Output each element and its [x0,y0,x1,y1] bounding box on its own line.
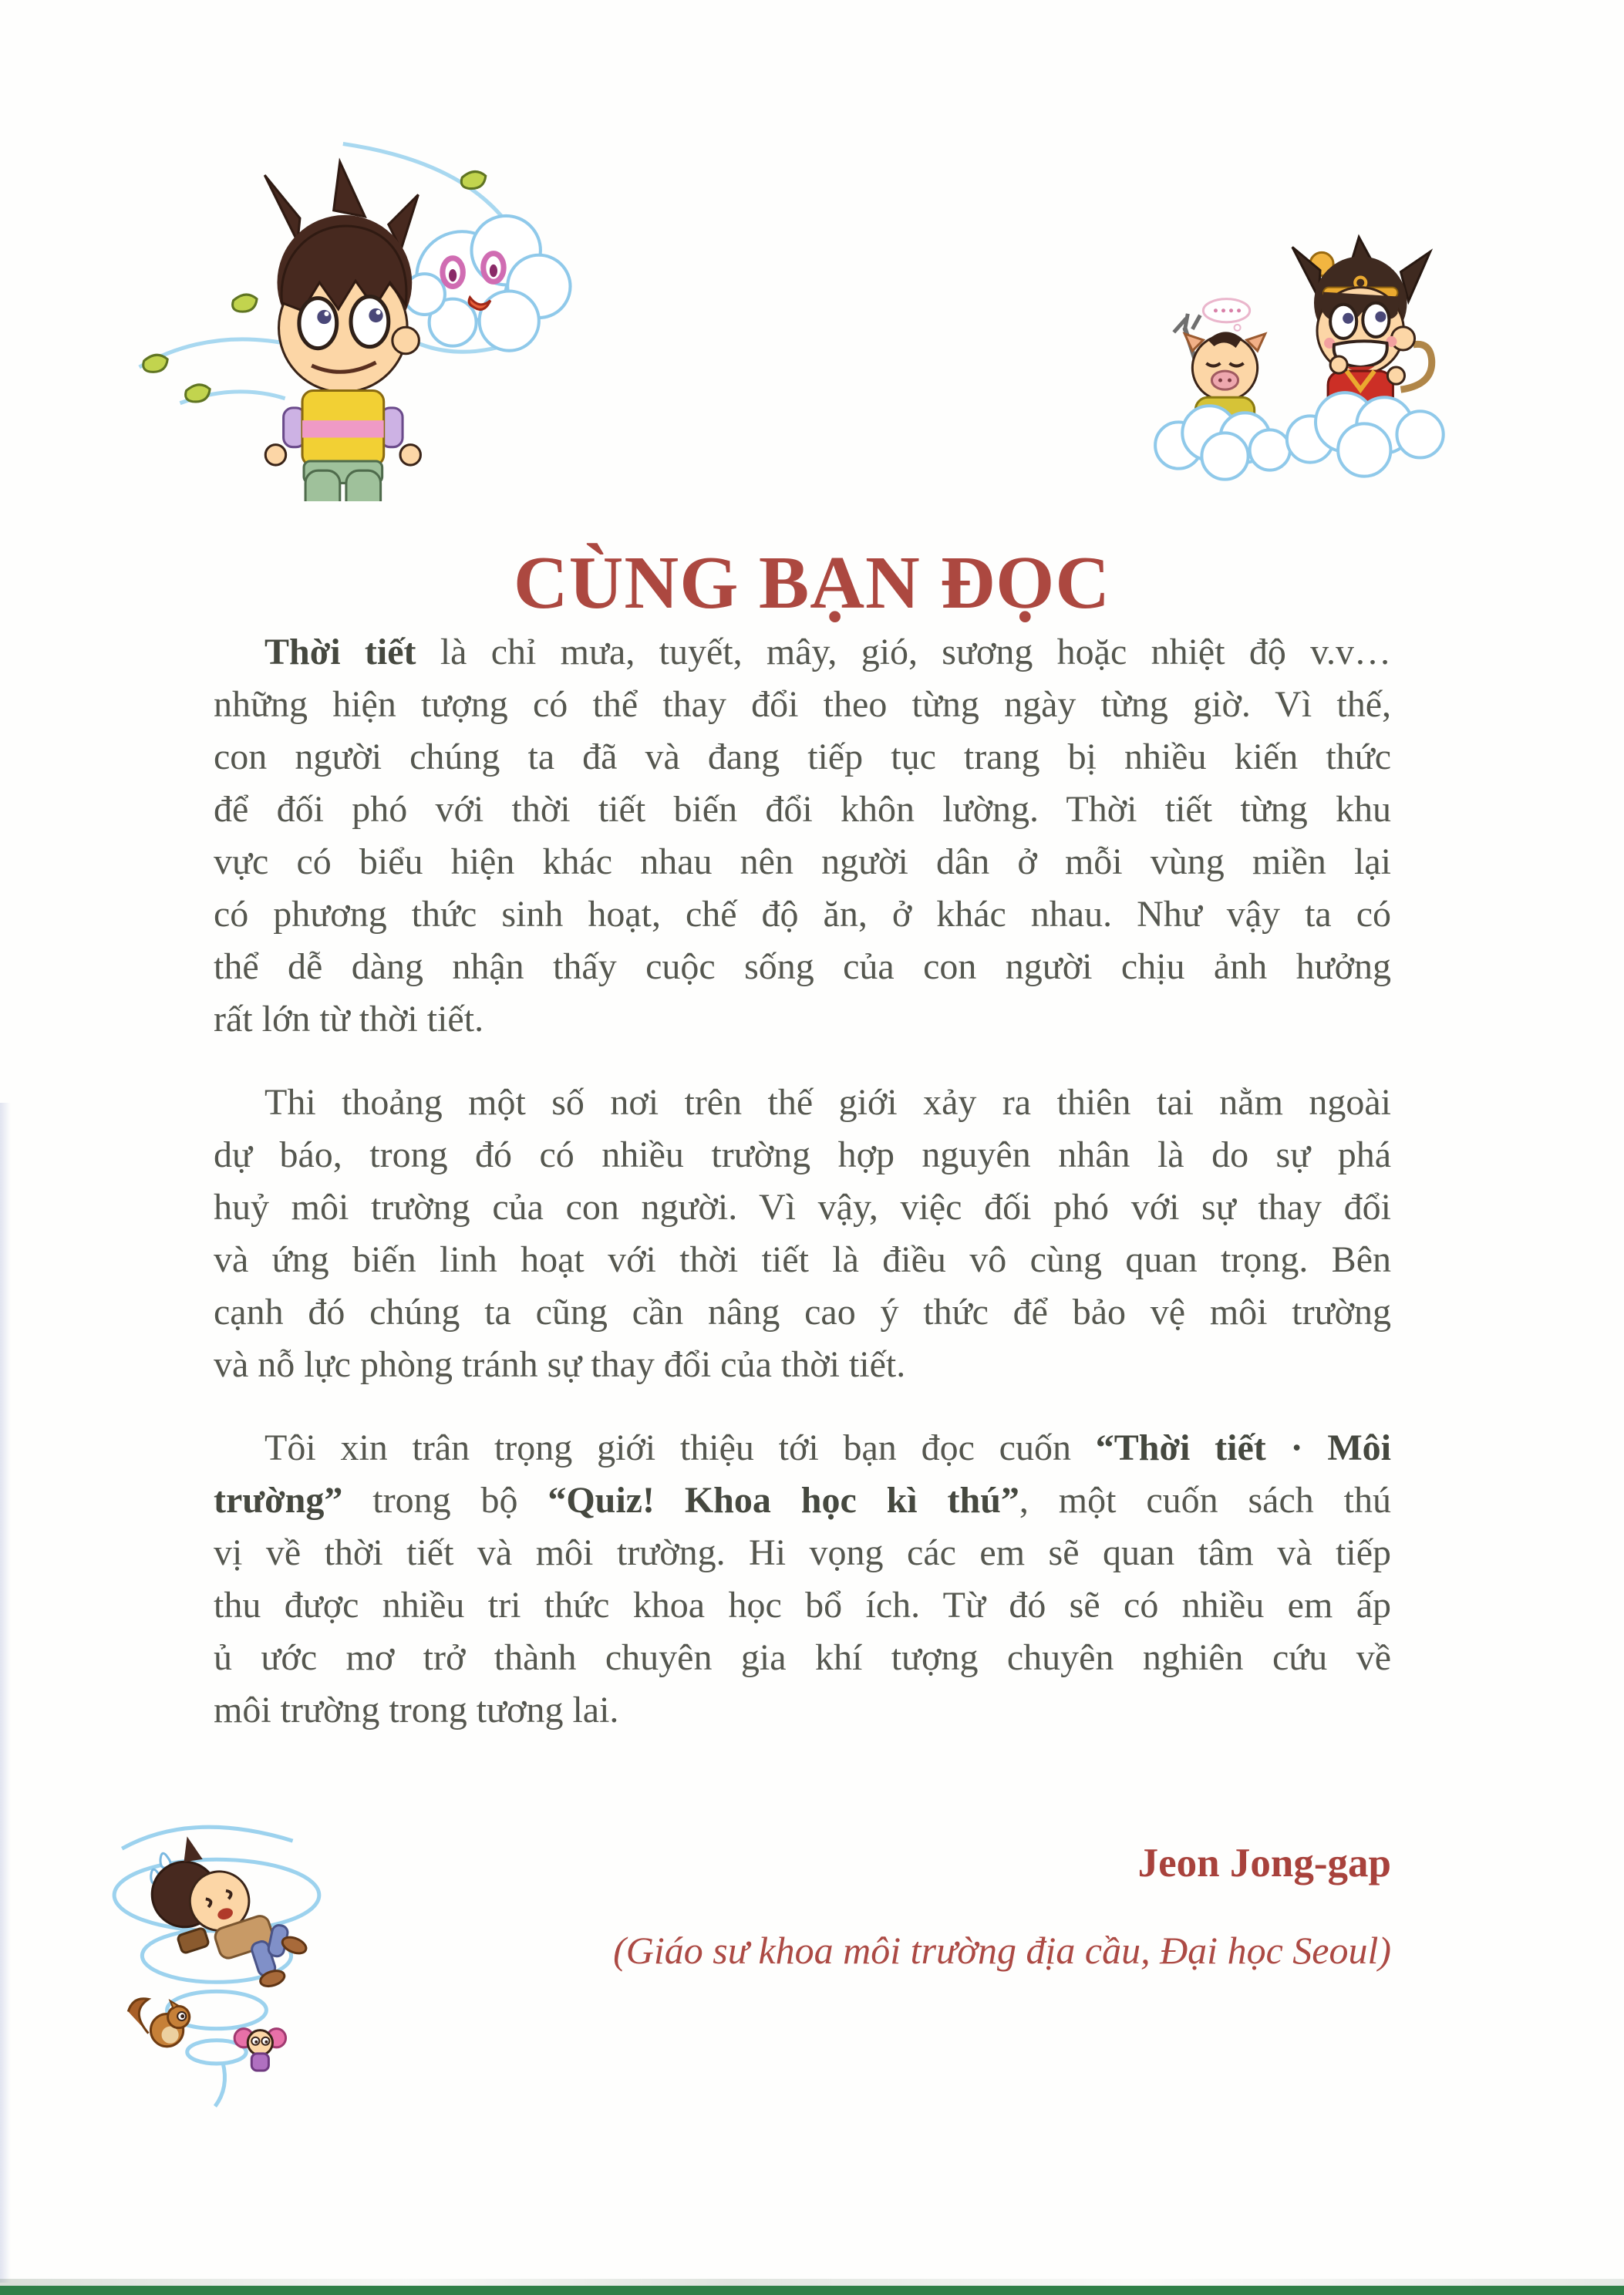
text-line: Tôi xin trân trọng giới thiệu tới bạn đọc cuốn “Thời tiết · Môi [264,1427,1391,1468]
doll-dress [251,2054,268,2071]
wind-boy-illustration-svg [108,131,594,501]
text-line: ủ ước mơ trở thành chuyên gia khí tượng chuyên nghiên cứu về [214,1637,1391,1678]
paragraph-3 [214,1422,1391,1737]
doll-character [234,2029,285,2071]
next-page-green-edge [0,2286,1624,2295]
text-line: rất lớn từ thời tiết. [214,999,484,1040]
wind-boy-character [264,162,420,501]
squirrel-character [128,1999,190,2047]
body-text [214,626,1391,1768]
text-line: có phương thức sinh hoạt, chế độ ăn, ở khác nhau. Như vậy ta có [214,894,1391,935]
text-line: để đối phó với thời tiết biến đổi khôn lường. Thời tiết từng khu [214,789,1391,830]
monkey-hand [1330,356,1347,373]
text-line: môi trường trong tương lai. [214,1690,619,1731]
scan-footer-fade [0,2279,1624,2286]
monkey-hand [1387,367,1404,384]
scan-edge-shadow [0,1103,11,2283]
whirlwind-boy-illustration-svg [99,1786,339,2113]
text-line: trường” trong bộ “Quiz! Khoa học kì thú”, một cuốn sách thú [214,1480,1391,1521]
squirrel-belly [162,2027,179,2044]
text-line: những hiện tượng có thể thay đổi theo từng ngày từng giờ. Vì thế, [214,684,1391,725]
boy-shoe [280,1934,308,1956]
author-name: Jeon Jong-gap [1137,1841,1391,1886]
boy-pants [304,461,382,501]
text-line: cạnh đó chúng ta cũng cần nâng cao ý thức để bảo vệ môi trường [214,1292,1391,1333]
text-line: thu được nhiều tri thức khoa học bổ ích. Từ đó sẽ có nhiều em ấp [214,1585,1391,1626]
text-line: và ứng biến linh hoạt với thời tiết là điều vô cùng quan trọng. Bên [214,1239,1391,1280]
boy-body [265,391,420,501]
wind-boy-illustration [108,131,594,501]
text-line: thể dễ dàng nhận thấy cuộc sống của con người chịu ảnh hưởng [214,946,1391,987]
tornado-swirl [114,1827,319,2106]
text-line: huỷ môi trường của con người. Vì vậy, việc đối phó với sự thay đổi [214,1187,1391,1228]
cloud [1287,393,1444,476]
paragraph-2 [214,1077,1391,1391]
boy-ear [393,327,419,354]
text-line: con người chúng ta đã và đang tiếp tục trang bị nhiều kiến thức [214,736,1391,777]
paragraph-1 [214,626,1391,1046]
text-line: dự báo, trong đó có nhiều trường hợp nguyên nhân là do sự phá [214,1134,1391,1175]
page-title: CÙNG BẠN ĐỌC [513,541,1111,625]
text-line: vực có biểu hiện khác nhau nên người dân ở mỗi vùng miền lại [214,841,1391,882]
pig-snout [1211,371,1238,389]
text-line: Thi thoảng một số nơi trên thế giới xảy ra thiên tai nằm ngoài [264,1082,1391,1123]
cloud-ghost [404,216,570,351]
cloud [1155,406,1290,479]
squirrel-tail [128,1999,148,2034]
monkey-king-illustration-svg [1132,225,1496,489]
text-line: và nỗ lực phòng tránh sự thay đổi của thời tiết. [214,1344,906,1385]
monkey-king-character [1292,237,1432,420]
monkey-king-illustration [1132,225,1496,489]
whirlwind-boy-illustration [99,1786,339,2113]
text-line: Thời tiết là chỉ mưa, tuyết, mây, gió, sương hoặc nhiệt độ v.v… [264,632,1392,672]
speech-bubble [1203,299,1249,331]
author-affiliation: (Giáo sư khoa môi trường địa cầu, Đại học Seoul) [613,1929,1391,1972]
text-line: vị về thời tiết và môi trường. Hi vọng các em sẽ quan tâm và tiếp [214,1532,1391,1573]
